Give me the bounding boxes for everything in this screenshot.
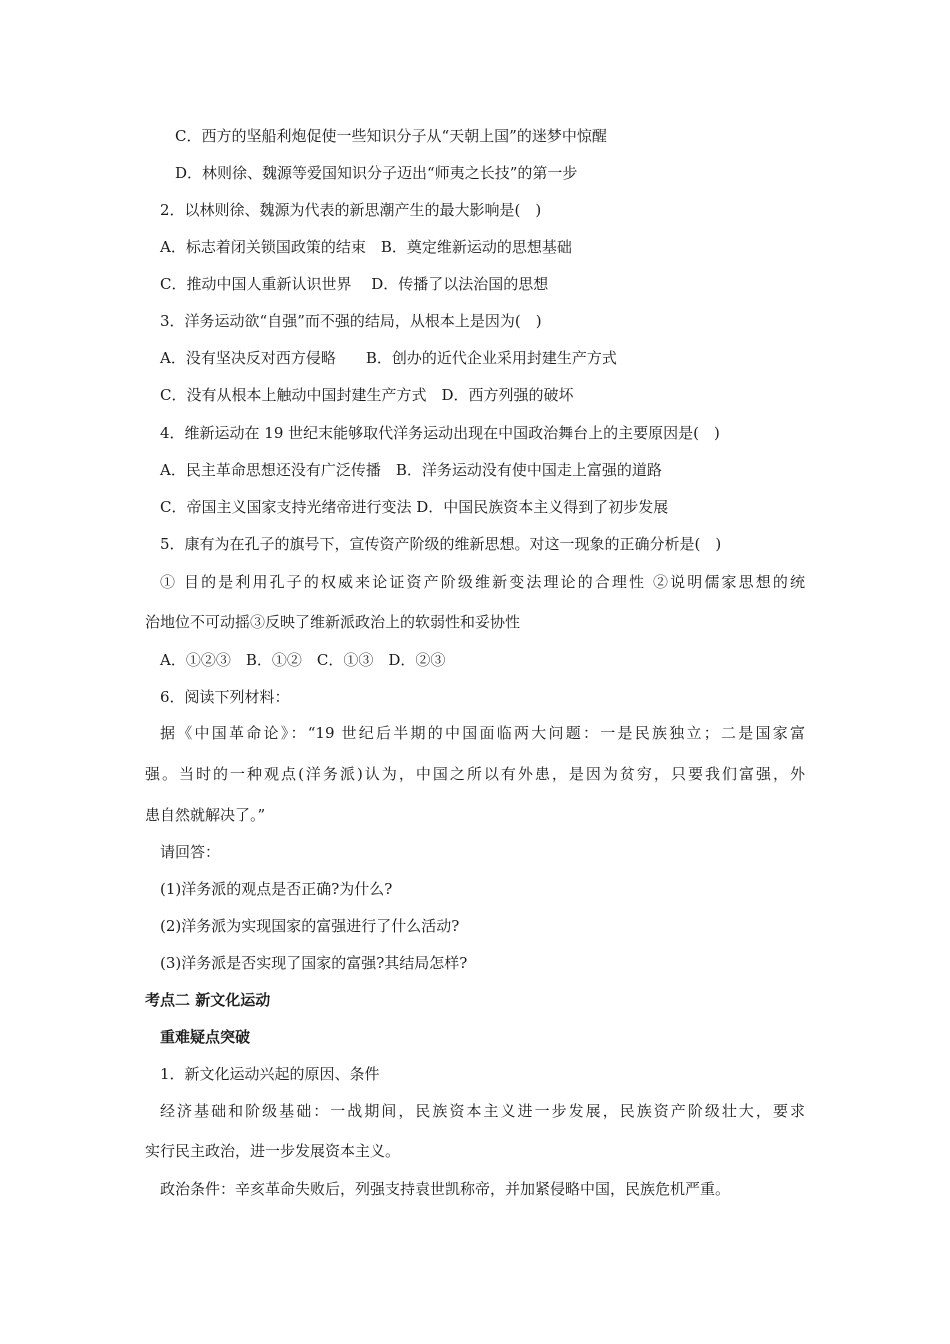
q4-stem: 4．维新运动在 19 世纪末能够取代洋务运动出现在中国政治舞台上的主要原因是( ) — [160, 424, 720, 442]
q6-stem: 6．阅读下列材料： — [160, 688, 290, 706]
q1-option-c: C．西方的坚船利炮促使一些知识分子从“天朝上国”的迷梦中惊醒 — [175, 127, 607, 145]
q6-material-line2: 强。当时的一种观点(洋务派)认为，中国之所以有外患，是因为贫穷，只要我们富强，外 — [145, 765, 805, 783]
q6-material-line3: 患自然就解决了。” — [145, 806, 266, 824]
section-item-1: 1．新文化运动兴起的原因、条件 — [160, 1065, 380, 1083]
q6-prompt: 请回答： — [160, 843, 221, 861]
q6-sub-question-1: (1)洋务派的观点是否正确?为什么? — [160, 880, 393, 898]
q5-stem: 5．康有为在孔子的旗号下，宣传资产阶级的维新思想。对这一现象的正确分析是( ) — [160, 535, 722, 553]
q5-options: A．①②③ B．①② C．①③ D．②③ — [160, 651, 446, 669]
q3-stem: 3．洋务运动欲“自强”而不强的结局，从根本上是因为( ) — [160, 312, 542, 330]
q5-statements-line2: 治地位不可动摇③反映了维新派政治上的软弱性和妥协性 — [145, 613, 521, 631]
q2-stem: 2．以林则徐、魏源为代表的新思潮产生的最大影响是( ) — [160, 201, 542, 219]
q3-options-cd: C．没有从根本上触动中国封建生产方式 D．西方列强的破坏 — [160, 386, 574, 404]
q1-option-d: D．林则徐、魏源等爱国知识分子迈出“师夷之长技”的第一步 — [175, 164, 578, 182]
section-subtitle: 重难疑点突破 — [160, 1028, 251, 1046]
q2-options-ab: A．标志着闭关锁国政策的结束 B．奠定维新运动的思想基础 — [160, 238, 572, 256]
q6-sub-question-3: (3)洋务派是否实现了国家的富强?其结局怎样? — [160, 954, 468, 972]
q3-options-ab: A．没有坚决反对西方侵略 B．创办的近代企业采用封建生产方式 — [160, 349, 617, 367]
q4-options-cd: C．帝国主义国家支持光绪帝进行变法 D．中国民族资本主义得到了初步发展 — [160, 498, 669, 516]
q5-statements-line1: ① 目的是利用孔子的权威来论证资产阶级维新变法理论的合理性 ②说明儒家思想的统 — [160, 573, 805, 591]
economic-basis-line1: 经济基础和阶级基础：一战期间，民族资本主义进一步发展，民族资产阶级壮大，要求 — [160, 1102, 805, 1120]
q2-options-cd: C．推动中国人重新认识世界 D．传播了以法治国的思想 — [160, 275, 549, 293]
political-conditions: 政治条件：辛亥革命失败后，列强支持袁世凯称帝，并加紧侵略中国，民族危机严重。 — [160, 1180, 731, 1198]
q6-material-line1: 据《中国革命论》：“19 世纪后半期的中国面临两大问题：一是民族独立；二是国家富 — [160, 724, 805, 742]
q4-options-ab: A．民主革命思想还没有广泛传播 B．洋务运动没有使中国走上富强的道路 — [160, 461, 662, 479]
q6-sub-question-2: (2)洋务派为实现国家的富强进行了什么活动? — [160, 917, 460, 935]
section-title: 考点二 新文化运动 — [145, 991, 271, 1009]
economic-basis-line2: 实行民主政治，进一步发展资本主义。 — [145, 1142, 401, 1160]
